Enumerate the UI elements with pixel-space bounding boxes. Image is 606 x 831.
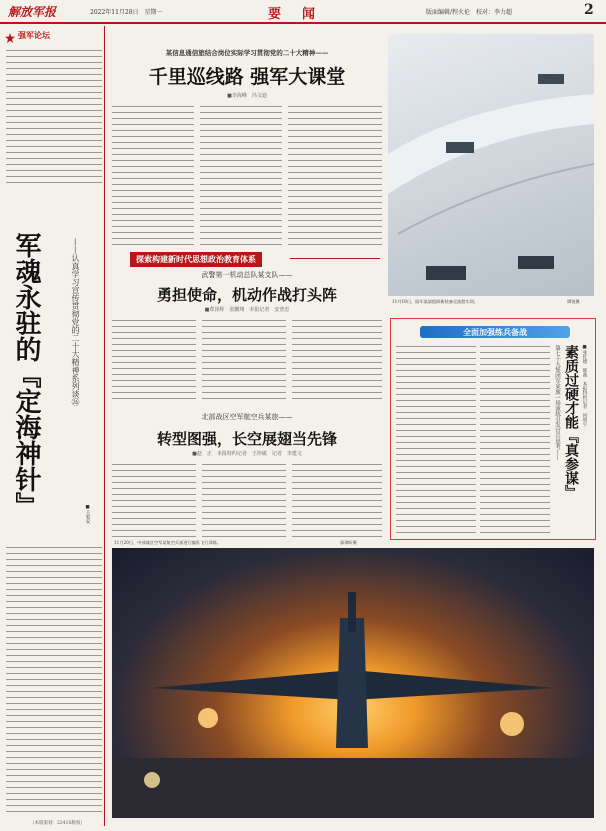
- article2-byline: ■郑泽辉 张鹏翔 本报记者 安普忠: [204, 307, 290, 313]
- jet-aircraft-graphic: [112, 548, 594, 818]
- snow-photo-caption: 11月18日，陆军某部组织新装备全流程实训。: [392, 299, 479, 304]
- column-title: 强军论坛: [18, 30, 50, 40]
- article3-kicker: 北部战区空军航空兵某旅——: [201, 413, 293, 421]
- section-title: 要 闻: [268, 7, 320, 22]
- article3-body-1: [112, 462, 196, 538]
- article2-kicker: 武警第一机动总队某支队——: [201, 271, 293, 279]
- editor-credits: 版面编辑/程火伦 校对：李力超: [426, 9, 513, 16]
- article3-title: 转型图强，长空展翅当先锋: [156, 430, 337, 448]
- top-article-body-1: [112, 104, 194, 246]
- tank-snow-photo: [388, 34, 594, 296]
- top-article-body-2: [200, 104, 282, 246]
- training-byline: ■张红德 韩燕 本报特约记者 何明宇: [582, 345, 587, 427]
- top-article-title: 千里巡线路 强军大课堂: [148, 66, 346, 88]
- article2-body-3: [292, 318, 382, 404]
- article3-body-3: [292, 462, 382, 538]
- snow-photo-credit: 谭锐摄: [567, 299, 580, 304]
- tank-formation-graphic: [388, 34, 594, 296]
- jet-photo-caption: 11月20日，中部战区空军某航空兵部进行编队飞行训练。: [114, 540, 221, 545]
- newspaper-logo: 解放军报: [8, 5, 57, 19]
- article3-body-2: [202, 462, 286, 538]
- top-article-body-3: [288, 104, 382, 246]
- jet-photo: [112, 548, 594, 818]
- training-body-2: [480, 344, 550, 534]
- page-number: 2: [584, 2, 594, 18]
- top-article-kicker: 某信息通信旅结合岗位实际学习贯彻党的二十大精神——: [165, 49, 329, 57]
- sidebar-headline: 军魂永驻的『定海神针』: [11, 232, 41, 518]
- article2-title: 勇担使命，机动作战打头阵: [156, 286, 337, 304]
- article3-byline: ■赵 正 本报特约记者 王珍敏 记者 李建文: [192, 451, 302, 457]
- training-title: 素质过硬才能『真参谋』: [563, 345, 579, 499]
- sidebar-body-top: [6, 48, 102, 184]
- training-kicker: 第七十九集团军某旅一场演练引发官兵思考——: [554, 345, 560, 461]
- sidebar-subtitle: ——认真学习宣传贯彻党的二十大精神系列谈㉖: [71, 238, 80, 406]
- training-banner: 全面加强练兵备战: [420, 326, 570, 338]
- issue-date: 2022年11月28日 星期一: [90, 9, 163, 16]
- star-icon: [5, 33, 15, 43]
- jet-photo-credit: 廖琪昕摄: [340, 540, 357, 545]
- masthead: [0, 0, 606, 24]
- top-article-byline: ■李海峰 冯文迪: [227, 93, 267, 99]
- feature-banner: 探索构建新时代思想政治教育体系: [130, 252, 262, 267]
- article2-body-2: [202, 318, 286, 404]
- training-body-1: [396, 344, 476, 534]
- footer-note: （本版策划：2241S版权）: [30, 821, 86, 826]
- sidebar-author: ■王家安: [85, 505, 90, 524]
- sidebar-body-bottom: [6, 545, 102, 815]
- forum-emblem: [5, 28, 15, 38]
- article2-body-1: [112, 318, 196, 404]
